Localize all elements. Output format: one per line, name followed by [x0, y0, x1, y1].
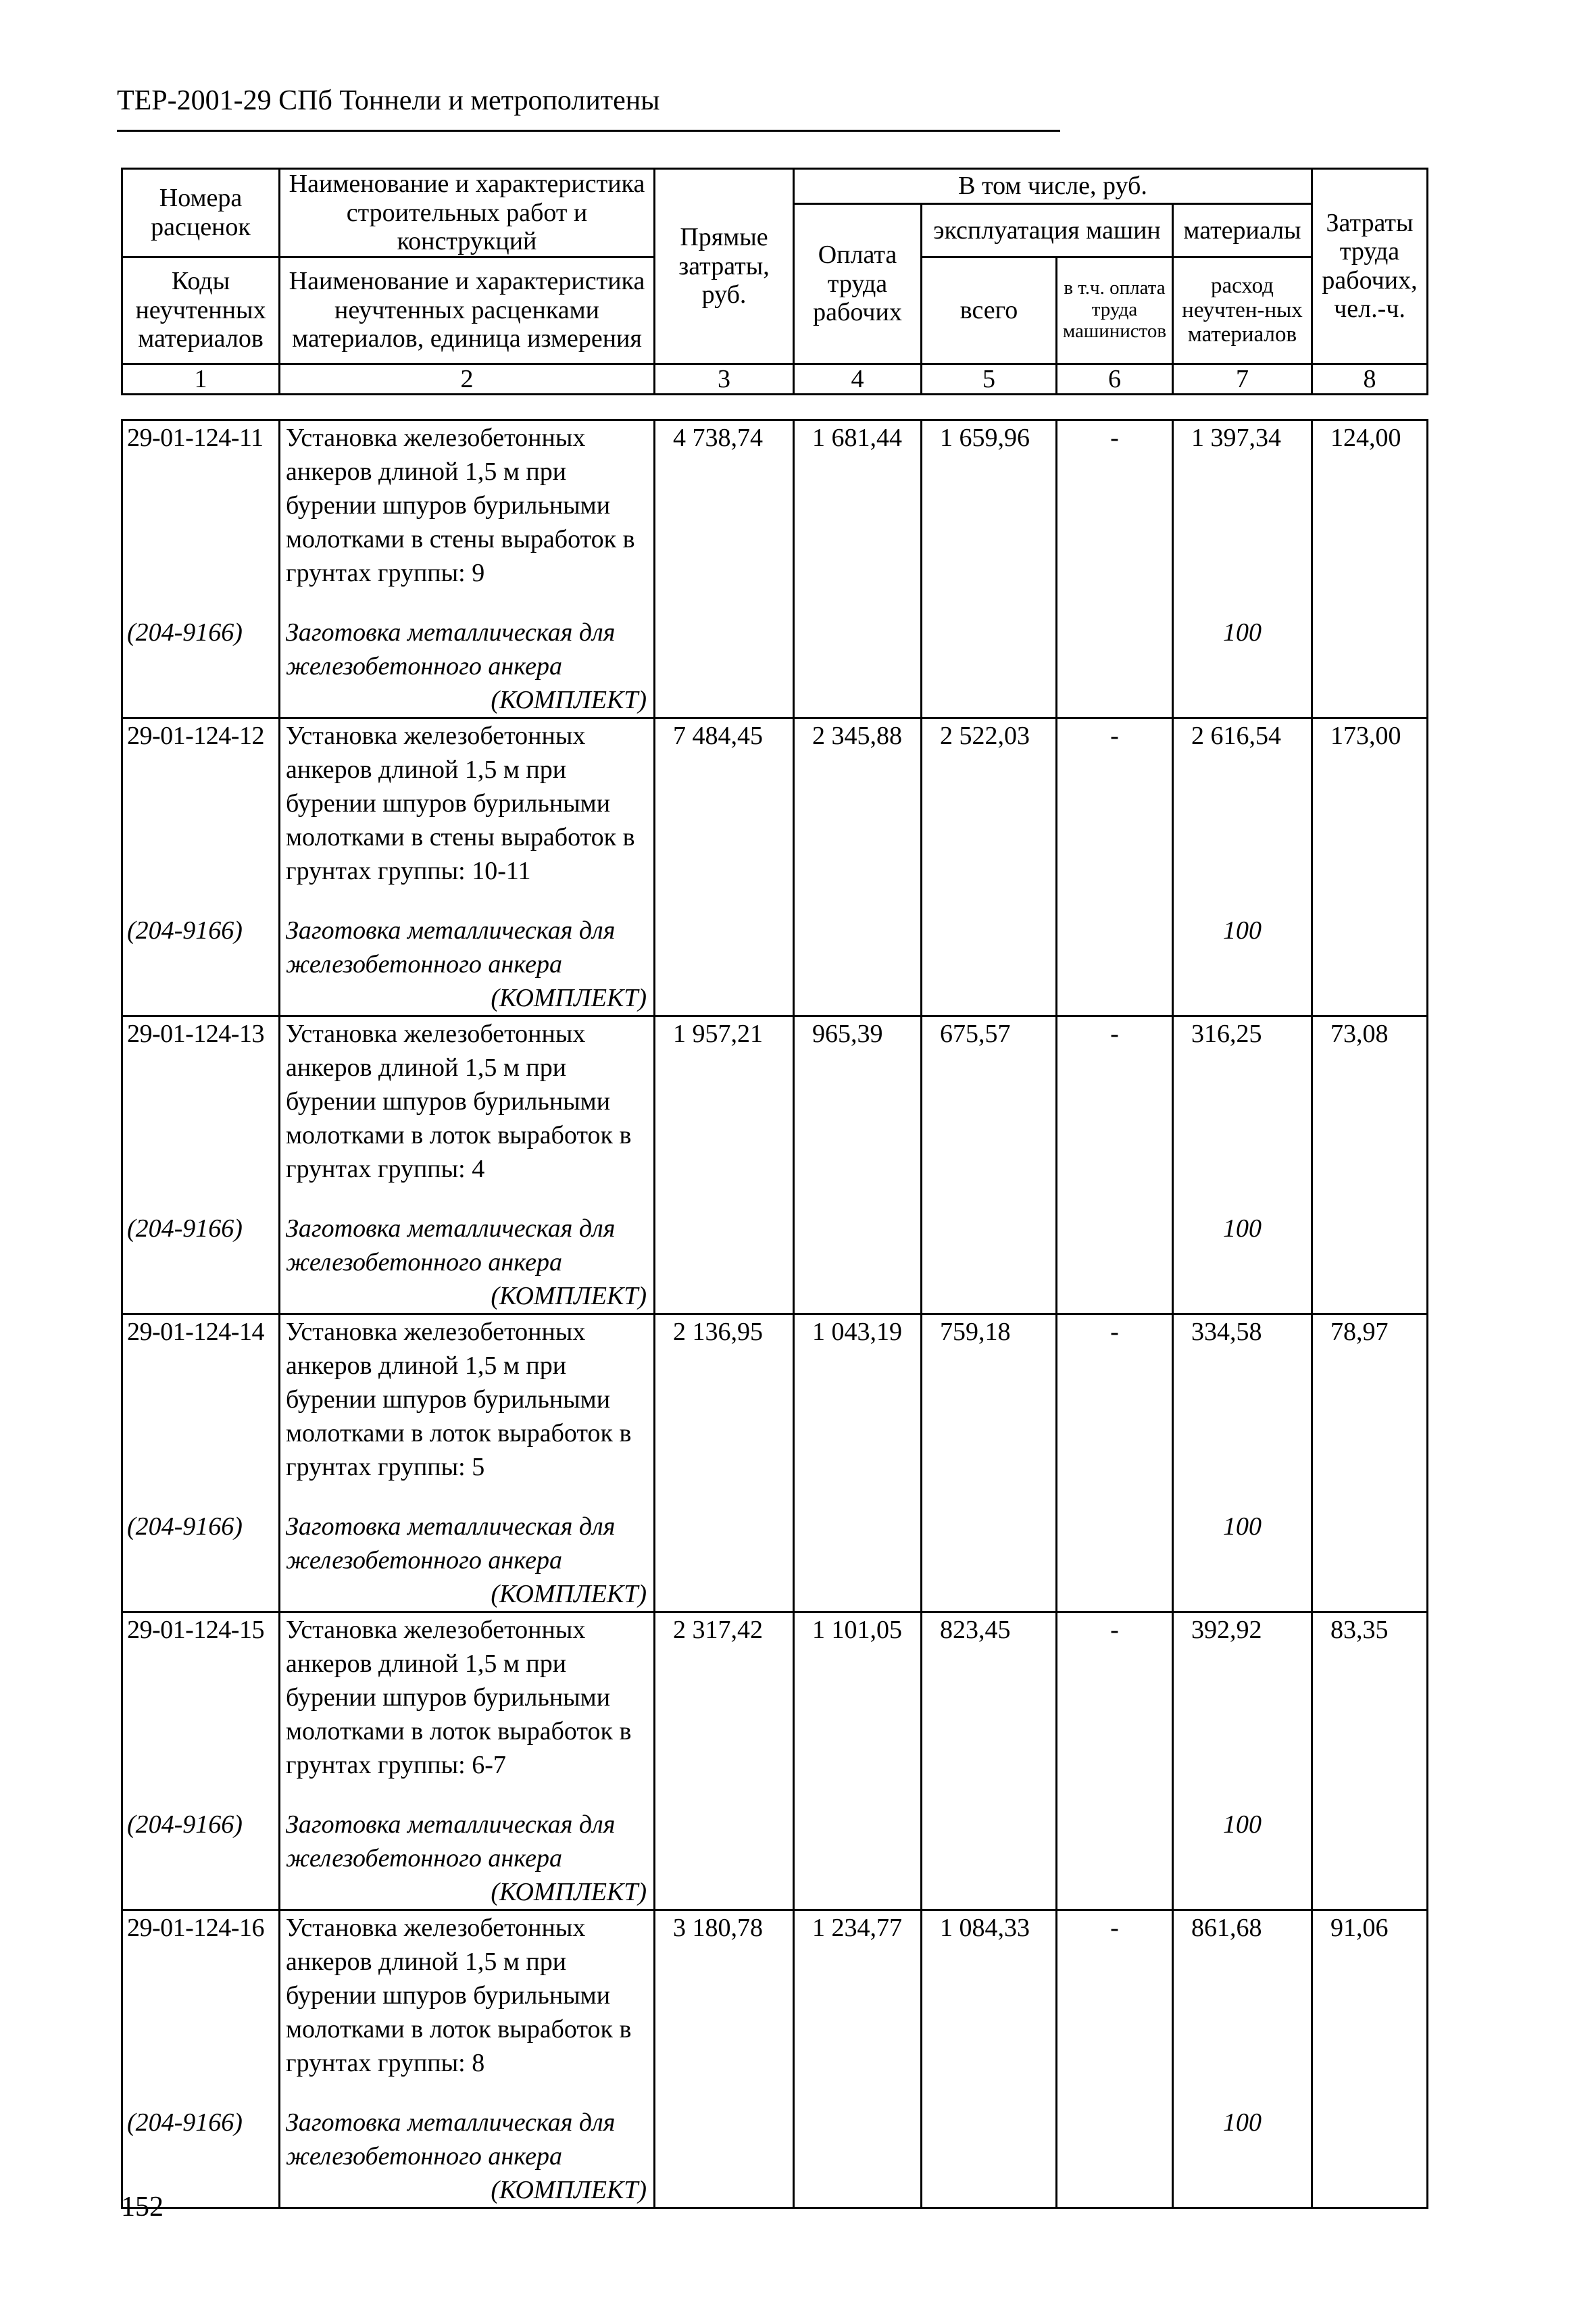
material-row	[122, 1808, 1428, 1910]
material-unit: (КОМПЛЕКТ)	[491, 1282, 647, 1310]
labor-hours-value: 83,35	[1312, 1612, 1428, 1783]
material-quantity: 100	[1173, 2106, 1312, 2208]
material-name-cell	[280, 1212, 655, 1314]
header-machines-total: всего	[922, 257, 1057, 364]
machines-total-value: 675,57	[922, 1016, 1057, 1187]
machines-total-value: 759,18	[922, 1314, 1057, 1485]
machinist-pay-value: -	[1057, 1016, 1173, 1187]
header-rate-numbers: Номера расценок	[122, 169, 280, 257]
table-row	[122, 1314, 1428, 1485]
material-code: (204-9166)	[122, 1510, 280, 1612]
header-work-name: Наименование и характеристика строительных работ и конструкций	[280, 169, 655, 257]
table-row	[122, 1612, 1428, 1783]
material-quantity: 100	[1173, 914, 1312, 1016]
material-code: (204-9166)	[122, 2106, 280, 2208]
machines-total-value: 823,45	[922, 1612, 1057, 1783]
material-unit: (КОМПЛЕКТ)	[491, 2176, 647, 2204]
materials-value: 392,92	[1173, 1612, 1312, 1783]
column-number: 7	[1173, 364, 1312, 395]
machinist-pay-value: -	[1057, 718, 1173, 889]
material-code: (204-9166)	[122, 1212, 280, 1314]
rate-code: 29-01-124-14	[122, 1314, 280, 1485]
header-machinist-pay: в т.ч. оплата труда машинистов	[1057, 257, 1173, 364]
column-number: 2	[280, 364, 655, 395]
work-description: Установка железобетонных анкеров длиной 1,5 м при бурении шпуров бурильными молотками в стены выработок в грунтах группы: 10-11	[280, 718, 655, 889]
header-material-name: Наименование и характеристика неучтенных расценками материалов, единица измерения	[280, 257, 655, 364]
direct-costs-value: 1 957,21	[655, 1016, 794, 1187]
material-name-cell	[280, 616, 655, 718]
material-name-cell	[280, 1510, 655, 1612]
material-row	[122, 2106, 1428, 2208]
material-name: Заготовка металлическая для железобетонного анкера	[286, 618, 616, 680]
machines-total-value: 1 659,96	[922, 420, 1057, 591]
material-name: Заготовка металлическая для железобетонного анкера	[286, 2108, 616, 2170]
machinist-pay-value: -	[1057, 1612, 1173, 1783]
rate-code: 29-01-124-13	[122, 1016, 280, 1187]
material-unit: (КОМПЛЕКТ)	[491, 1878, 647, 1906]
worker-pay-value: 1 681,44	[794, 420, 922, 591]
table-row	[122, 420, 1428, 591]
worker-pay-value: 965,39	[794, 1016, 922, 1187]
materials-value: 316,25	[1173, 1016, 1312, 1187]
machinist-pay-value: -	[1057, 420, 1173, 591]
header-worker-pay: Оплата труда рабочих	[794, 204, 922, 364]
material-unit: (КОМПЛЕКТ)	[491, 984, 647, 1012]
table-header	[121, 168, 1428, 395]
material-name: Заготовка металлическая для железобетонного анкера	[286, 1214, 616, 1276]
worker-pay-value: 2 345,88	[794, 718, 922, 889]
worker-pay-value: 1 043,19	[794, 1314, 922, 1485]
material-quantity: 100	[1173, 616, 1312, 718]
row-spacer	[122, 1186, 1428, 1212]
header-including-group: В том числе, руб.	[794, 169, 1312, 204]
direct-costs-value: 2 136,95	[655, 1314, 794, 1485]
materials-value: 861,68	[1173, 1910, 1312, 2081]
column-number: 4	[794, 364, 922, 395]
materials-value: 2 616,54	[1173, 718, 1312, 889]
header-machines-group: эксплуатация машин	[922, 204, 1173, 257]
header-direct-costs: Прямые затраты, руб.	[655, 169, 794, 364]
column-number: 1	[122, 364, 280, 395]
worker-pay-value: 1 101,05	[794, 1612, 922, 1783]
direct-costs-value: 3 180,78	[655, 1910, 794, 2081]
row-spacer	[122, 590, 1428, 616]
material-name-cell	[280, 914, 655, 1016]
direct-costs-value: 2 317,42	[655, 1612, 794, 1783]
labor-hours-value: 91,06	[1312, 1910, 1428, 2081]
work-description: Установка железобетонных анкеров длиной 1,5 м при бурении шпуров бурильными молотками в лоток выработок в грунтах группы: 5	[280, 1314, 655, 1485]
labor-hours-value: 73,08	[1312, 1016, 1428, 1187]
labor-hours-value: 78,97	[1312, 1314, 1428, 1485]
column-number: 6	[1057, 364, 1173, 395]
column-number: 8	[1312, 364, 1428, 395]
rate-code: 29-01-124-15	[122, 1612, 280, 1783]
material-name-cell	[280, 2106, 655, 2208]
labor-hours-value: 173,00	[1312, 718, 1428, 889]
header-labor-hours: Затраты труда рабочих, чел.-ч.	[1312, 169, 1428, 364]
material-quantity: 100	[1173, 1808, 1312, 1910]
row-spacer	[122, 1484, 1428, 1510]
material-quantity: 100	[1173, 1510, 1312, 1612]
running-header: ТЕР-2001-29 СПб Тоннели и метрополитены	[117, 85, 660, 116]
header-unaccounted-codes: Коды неучтенных материалов	[122, 257, 280, 364]
machinist-pay-value: -	[1057, 1910, 1173, 2081]
page-number: 152	[121, 2191, 164, 2223]
material-code: (204-9166)	[122, 914, 280, 1016]
material-name: Заготовка металлическая для железобетонного анкера	[286, 1512, 616, 1574]
material-row	[122, 616, 1428, 718]
header-material-consumption: расход неучтен-ных материалов	[1173, 257, 1312, 364]
material-row	[122, 1212, 1428, 1314]
row-spacer	[122, 2080, 1428, 2106]
rate-code: 29-01-124-11	[122, 420, 280, 591]
rate-code: 29-01-124-12	[122, 718, 280, 889]
labor-hours-value: 124,00	[1312, 420, 1428, 591]
worker-pay-value: 1 234,77	[794, 1910, 922, 2081]
work-description: Установка железобетонных анкеров длиной 1,5 м при бурении шпуров бурильными молотками в лоток выработок в грунтах группы: 6-7	[280, 1612, 655, 1783]
material-code: (204-9166)	[122, 1808, 280, 1910]
row-spacer	[122, 888, 1428, 914]
material-code: (204-9166)	[122, 616, 280, 718]
work-description: Установка железобетонных анкеров длиной 1,5 м при бурении шпуров бурильными молотками в лоток выработок в грунтах группы: 4	[280, 1016, 655, 1187]
material-quantity: 100	[1173, 1212, 1312, 1314]
header-rule	[117, 130, 1060, 132]
rate-code: 29-01-124-16	[122, 1910, 280, 2081]
header-materials-group: материалы	[1173, 204, 1312, 257]
column-number: 5	[922, 364, 1057, 395]
work-description: Установка железобетонных анкеров длиной 1,5 м при бурении шпуров бурильными молотками в лоток выработок в грунтах группы: 8	[280, 1910, 655, 2081]
direct-costs-value: 4 738,74	[655, 420, 794, 591]
material-unit: (КОМПЛЕКТ)	[491, 1580, 647, 1608]
column-number: 3	[655, 364, 794, 395]
machinist-pay-value: -	[1057, 1314, 1173, 1485]
material-name: Заготовка металлическая для железобетонного анкера	[286, 916, 616, 978]
rates-table	[121, 419, 1428, 2209]
materials-value: 334,58	[1173, 1314, 1312, 1485]
work-description: Установка железобетонных анкеров длиной 1,5 м при бурении шпуров бурильными молотками в стены выработок в грунтах группы: 9	[280, 420, 655, 591]
material-unit: (КОМПЛЕКТ)	[491, 686, 647, 714]
table-row	[122, 718, 1428, 889]
machines-total-value: 1 084,33	[922, 1910, 1057, 2081]
direct-costs-value: 7 484,45	[655, 718, 794, 889]
materials-value: 1 397,34	[1173, 420, 1312, 591]
row-spacer	[122, 1782, 1428, 1808]
table-row	[122, 1910, 1428, 2081]
material-name-cell	[280, 1808, 655, 1910]
material-row	[122, 1510, 1428, 1612]
machines-total-value: 2 522,03	[922, 718, 1057, 889]
material-row	[122, 914, 1428, 1016]
material-name: Заготовка металлическая для железобетонного анкера	[286, 1810, 616, 1872]
table-row	[122, 1016, 1428, 1187]
